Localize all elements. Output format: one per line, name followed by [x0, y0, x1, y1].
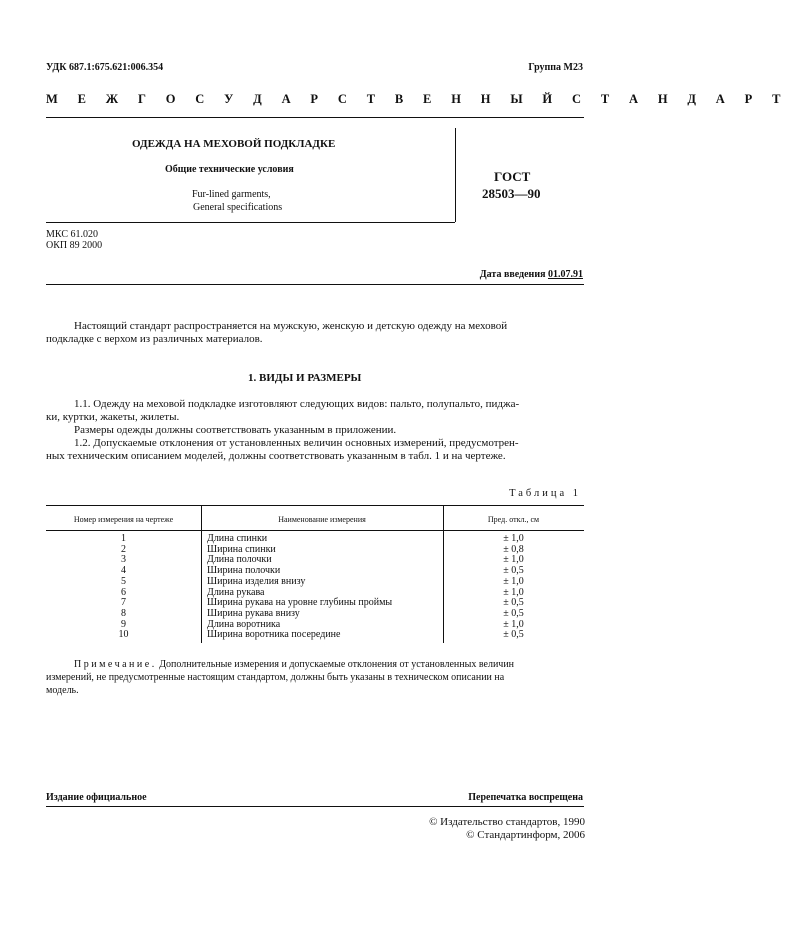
- table-cell-name: Ширина изделия внизу: [207, 575, 306, 587]
- header-rule: [46, 117, 584, 118]
- table-cell-num: 8: [121, 607, 126, 619]
- official-edition-label: Издание официальное: [46, 792, 147, 803]
- introduction-date: [480, 269, 583, 280]
- date-value: 01.07.91: [548, 269, 583, 280]
- note-label: Примечание.: [74, 659, 157, 670]
- table-cell-dev: ± 0,5: [503, 597, 524, 609]
- table-cell-num: 1: [121, 533, 126, 544]
- table-col-names: [207, 534, 442, 641]
- interstate-standard-banner: М Е Ж Г О С У Д А Р С Т В Е Н Н Ы Й С Т А Н Д А Р Т: [46, 92, 789, 106]
- table-cell-dev: ± 1,0: [503, 586, 524, 598]
- table-note: [46, 658, 582, 698]
- table-cell-name: Ширина рукава на уровне глубины проймы: [207, 597, 393, 609]
- table-cell-name: Длина спинки: [207, 533, 268, 544]
- table-header-deviation: Пред. откл., см: [487, 515, 540, 524]
- table-cell-name: Длина воротника: [207, 618, 281, 630]
- table-cell-dev: ± 1,0: [503, 575, 524, 587]
- date-rule: [46, 284, 584, 285]
- copyright-line2: © Стандартинформ, 2006: [466, 829, 585, 841]
- document-title: ОДЕЖДА НА МЕХОВОЙ ПОДКЛАДКЕ: [132, 138, 336, 150]
- footer-rule: [46, 806, 584, 807]
- section-heading: 1. ВИДЫ И РАЗМЕРЫ: [248, 372, 362, 384]
- table-cell-num: 10: [118, 629, 129, 641]
- table-cell-dev: ± 1,0: [503, 618, 524, 630]
- table-col-numbers: [46, 534, 201, 641]
- table-cell-num: 5: [121, 575, 126, 587]
- table-cell-name: Длина полочки: [207, 554, 272, 566]
- table-cell-name: Длина рукава: [207, 586, 265, 598]
- table-col-deviations: [443, 534, 584, 641]
- table-caption: Таблица 1: [509, 488, 581, 499]
- intro-line1: Настоящий стандарт распространяется на мужскую, женскую и детскую одежду на меховой: [74, 320, 508, 332]
- table-cell-num: 3: [121, 554, 126, 566]
- table-cell-name: Ширина рукава внизу: [207, 607, 300, 619]
- mks-code: МКС 61.020: [46, 229, 98, 240]
- english-title-line2: General specifications: [193, 202, 283, 213]
- title-divider: [455, 128, 456, 222]
- group-code: Группа М23: [528, 62, 583, 73]
- table-cell-dev: ± 0,5: [503, 565, 524, 577]
- table-cell-name: Ширина спинки: [207, 543, 276, 555]
- gost-label: ГОСТ: [494, 169, 531, 184]
- udk-code: УДК 687.1:675.621:006.354: [46, 62, 164, 73]
- table-cell-num: 4: [121, 565, 126, 577]
- table-cell-dev: ± 1,0: [503, 554, 524, 566]
- p11-line1: 1.1. Одежду на меховой подкладке изготовляют следующих видов: пальто, полупальто, пиджа-: [74, 398, 520, 410]
- intro-paragraph: [46, 320, 582, 346]
- reprint-prohibited-label: Перепечатка воспрещена: [468, 792, 583, 803]
- p12-line1: 1.2. Допускаемые отклонения от установленных величин основных измерений, предусмотрен-: [74, 437, 519, 449]
- table-cell-num: 7: [121, 597, 126, 609]
- english-title-line1: Fur-lined garments,: [192, 189, 271, 200]
- table-header-number: Номер измерения на чертеже: [73, 515, 174, 524]
- section-paragraphs: [46, 398, 582, 463]
- p11-line2: ки, куртки, жакеты, жилеты.: [46, 411, 180, 423]
- table-cell-dev: ± 0,5: [503, 629, 524, 641]
- table-top-rule: [46, 505, 584, 506]
- p12-line2: ных техническим описанием моделей, должны соответствовать указанным в табл. 1 и на чертеже.: [46, 450, 506, 462]
- table-header-name: Наименование измерения: [278, 515, 366, 524]
- document-subtitle: Общие технические условия: [165, 164, 294, 175]
- table-cell-name: Ширина воротника посередине: [207, 629, 341, 641]
- table-cell-name: Ширина полочки: [207, 565, 281, 577]
- table-cell-num: 6: [121, 586, 126, 598]
- table-cell-num: 9: [121, 618, 126, 630]
- table-cell-dev: ± 1,0: [503, 533, 524, 544]
- note-text1: Дополнительные измерения и допускаемые отклонения от установленных величин: [156, 659, 515, 670]
- table-cell-num: 2: [121, 543, 126, 555]
- table-header-rule: [46, 530, 584, 531]
- table-col-divider-1: [201, 505, 202, 643]
- note-line2: измерений, не предусмотренные настоящим стандартом, должны быть указаны в техническом описании на: [46, 672, 505, 684]
- intro-line2: подкладке с верхом из различных материалов.: [46, 333, 263, 345]
- table-cell-dev: ± 0,8: [503, 543, 524, 555]
- date-label: Дата введения: [479, 269, 546, 280]
- gost-number: 28503—90: [482, 186, 541, 201]
- okp-code: ОКП 89 2000: [46, 240, 103, 251]
- copyright-line1: © Издательство стандартов, 1990: [429, 816, 585, 828]
- note-line3: модель.: [46, 685, 79, 697]
- title-left-rule: [46, 222, 455, 223]
- p-sizes: Размеры одежды должны соответствовать указанным в приложении.: [74, 424, 397, 436]
- table-cell-dev: ± 0,5: [503, 607, 524, 619]
